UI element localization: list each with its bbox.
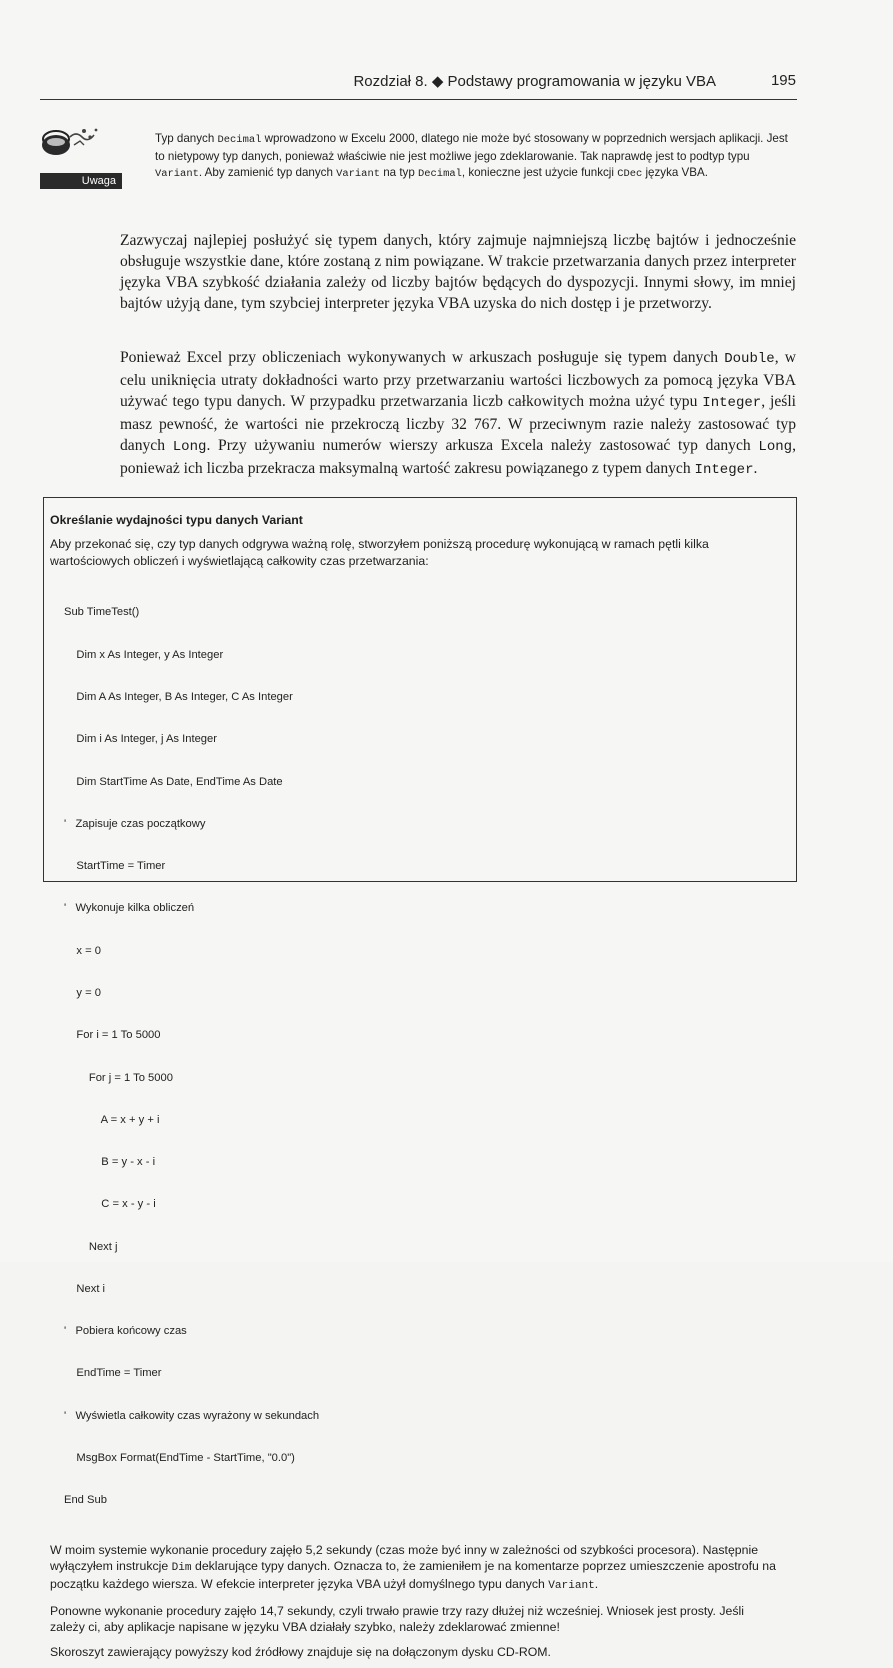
code-long: Long	[758, 439, 793, 455]
code-line: EndTime = Timer	[64, 1367, 162, 1380]
code-long: Long	[172, 439, 207, 455]
note-code-variant: Variant	[336, 167, 380, 180]
code-line: For j = 1 To 5000	[64, 1071, 173, 1084]
paragraph-2-text	[120, 347, 796, 481]
note-label	[40, 173, 122, 189]
box-conclusion-paragraph: Ponowne wykonanie procedury zajęło 14,7 sekundy, czyli trwało prawie trzy razy dłużej niż wcześniej. Wniosek jest prosty. Jeśli zależy ci, aby aplikacje napisane w języku VBA działały szybko, należy zdeklarować zmienne!	[50, 1603, 744, 1635]
paragraph-text-part: , jeśli masz pewność, że wartości nie przekroczą liczby 32 767. W przeciwnym razie należy zastosować typ danych	[120, 393, 796, 454]
code-line: ' Pobiera końcowy czas	[64, 1325, 187, 1338]
note-text-part: . Aby zamienić typ danych	[198, 165, 337, 179]
code-variant: Variant	[548, 1580, 595, 1593]
box-intro: Aby przekonać się, czy typ danych odgrywa ważną rolę, stworzyłem poniższą procedurę wykonującą w ramach pętli kilka wartościowych obliczeń i wyświetlającą całkowity czas przetwarzania:	[50, 537, 709, 568]
note-code-decimal: Decimal	[418, 167, 462, 180]
paragraph-text-part: . Przy używaniu numerów wierszy arkusza Excela należy zastosować typ danych	[206, 437, 759, 454]
code-line: ' Wykonuje kilka obliczeń	[64, 902, 195, 915]
note-code-cdec: CDec	[617, 167, 643, 180]
sidebar-box-content	[50, 512, 780, 1668]
note-text-part: Typ danych	[155, 132, 218, 145]
code-line: Sub TimeTest()	[64, 606, 140, 619]
code-line: End Sub	[64, 1494, 107, 1507]
code-integer: Integer	[694, 462, 754, 478]
code-line: B = y - x - i	[64, 1156, 156, 1169]
paragraph-text-part: , ponieważ ich liczba przekracza maksymalną wartość zakresu powiązanego z typem danych	[120, 437, 796, 477]
paragraph-text-part: .	[753, 460, 758, 477]
code-line: C = x - y - i	[64, 1198, 156, 1211]
code-line: Dim A As Integer, B As Integer, C As Integer	[64, 690, 293, 703]
note-text	[155, 131, 795, 182]
code-line: x = 0	[64, 944, 101, 957]
code-double: Double	[724, 351, 775, 367]
paragraph-text-part: Ponieważ Excel przy obliczeniach wykonywanych w arkuszach posługuje się typem danych	[120, 349, 725, 366]
note-text-part: wprowadzono w Excelu 2000, dlatego nie może być stosowany w poprzednich wersjach aplikacji. Jest to nietypowy typ danych, ponieważ właściwie nie jest możliwe jego zdeklarowanie. Tak naprawdę jest to podtyp typu	[155, 132, 788, 163]
code-line: Next i	[64, 1282, 106, 1295]
code-line: y = 0	[64, 986, 101, 999]
box-text-part: .	[594, 1577, 599, 1592]
note-label-text: Uwaga	[81, 175, 116, 187]
running-header	[40, 70, 796, 98]
code-line: Dim x As Integer, y As Integer	[64, 648, 224, 661]
code-line: MsgBox Format(EndTime - StartTime, "0.0")	[64, 1452, 295, 1465]
chapter-title: Rozdział 8. ◆ Podstawy programowania w języku VBA	[353, 73, 716, 90]
note-text-part: na typ	[379, 165, 419, 179]
box-cdrom-note: Skoroszyt zawierający powyższy kod źródłowy znajduje się na dołączonym dysku CD-ROM.	[50, 1644, 551, 1659]
code-line: ' Zapisuje czas początkowy	[64, 817, 206, 830]
code-dim: Dim	[171, 1562, 192, 1574]
note-text-part: języka VBA.	[642, 165, 708, 179]
paragraph-text-part: , w celu uniknięcia utraty dokładności warto przy przetwarzaniu wartości liczbowych za pomocą języka VBA używać tego typu danych. W przypadku przetwarzania liczb całkowitych można użyć typu	[120, 349, 796, 410]
code-line: For i = 1 To 5000	[64, 1029, 161, 1042]
code-line: Dim StartTime As Date, EndTime As Date	[64, 775, 283, 788]
box-text-part: W moim systemie wykonanie procedury zajęło 5,2 sekundy (czas może być inny w zależności od szybkości procesora). Następnie wyłączyłem instrukcje	[50, 1542, 759, 1573]
page-number: 195	[770, 72, 796, 89]
code-integer: Integer	[702, 395, 762, 411]
box-result-paragraph	[50, 1542, 780, 1595]
note-code-variant: Variant	[155, 167, 199, 180]
header-rule	[40, 99, 797, 100]
paragraph-2	[120, 347, 796, 481]
box-text-part: deklarujące typy danych. Oznacza to, że zamieniłem je na komentarze poprzez umieszczenie apostrofu na początku każdego wiersza. W efekcie interpreter języka VBA użył domyślnego typu danych	[50, 1559, 776, 1592]
code-line: Next j	[64, 1240, 118, 1253]
note-text-part: , konieczne jest użycie funkcji	[461, 165, 618, 179]
code-line: A = x + y + i	[64, 1113, 160, 1126]
box-title: Określanie wydajności typu danych Variant	[50, 513, 303, 527]
note-code-decimal: Decimal	[217, 134, 262, 146]
code-line: ' Wyświetla całkowity czas wyrażony w sekundach	[64, 1409, 320, 1422]
code-listing	[64, 577, 780, 1535]
paragraph-1-text: Zazwyczaj najlepiej posłużyć się typem danych, który zajmuje najmniejszą liczbę bajtów i jednocześnie obsługuje wszystkie dane, które zostaną z nim powiązane. W trakcie przetwarzania danych przez interpreter języka VBA szybkość działania zależy od liczby bajtów będących do dyspozycji. Innymi słowy, im mniej bajtów użyją dane, tym szybciej interpreter języka VBA uzyska do nich dostęp i je przetworzy.	[120, 232, 796, 312]
code-line: StartTime = Timer	[64, 860, 166, 873]
code-line: Dim i As Integer, j As Integer	[64, 733, 217, 746]
paragraph-1	[120, 230, 796, 314]
